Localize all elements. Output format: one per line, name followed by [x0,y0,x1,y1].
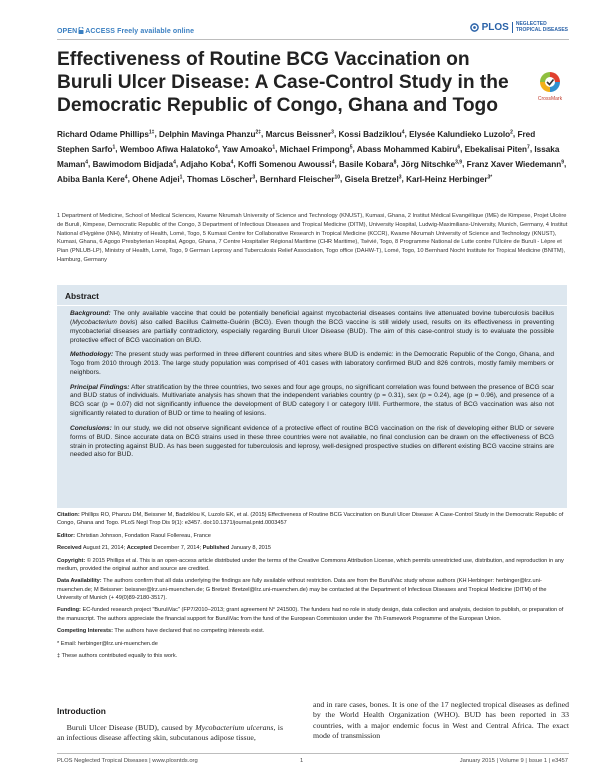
author-name: Ebekalisai Piten$^7$ [464,143,530,154]
crossmark-label: CrossMark [537,96,563,102]
page-number: 1 [300,758,304,764]
author-name: Jörg Nitschke$^{3,9}$ [400,158,463,169]
author-affiliation-mark: 4 [85,158,88,165]
author-affiliation-mark: 8 [393,158,397,165]
author-name: Koffi Somenou Awoussi$^4$ [237,158,335,169]
author-affiliation-mark: 6 [457,143,461,150]
abstract-background: Background: The only available vaccine that could be potentially beneficial against mycobacterial diseases contains live attenuated bovine tuberculosis bacillus (Mycobacterium bovis) also called Bacillus Calmette-Guérin (BCG). Even though the BCG vaccine is still widely used, results on its effectiveness in preventing mycobacterial diseases are partially contradictory, especially regarding Buruli Ulcer Disease (BUD). The aim of this case-control study is to evaluate the possible protective effect of BCG vaccination on BUD. [70,310,554,344]
author-list: Richard Odame Phillips$^{1\ddagger}$, Delphin Mavinga Phanzu$^{2\ddagger}$, Marcus Beissner$^3$, Kossi Badziklou$^4$, Elysée Kalundieko Luzolo$^2$, Fred Stephen Sarfo$^1$, Wemboo Afiwa Halatoko$^4$, Yaw Amoako$^1$, Michael Frimpong$^5$, Abass Mohammed Kabiru$^6$, Ebekalisai Piten$^7$, Issaka Maman$^4$, Bawimodom Bidjada$^4$, Adjaho Koba$^4$, Koffi Somenou Awoussi$^4$, Basile Kobara$^8$, Jörg Nitschke$^{3,9}$, Franz Xaver Wiedemann$^9$, Abiba Banla Kere$^4$, Ohene Adjei$^1$, Thomas Löscher$^3$, Bernhard Fleischer$^{10}$, Gisela Bretzel$^3$, Karl-Heinz Herbinger$^{3*}$ [57,129,567,184]
author-affiliation-mark: 3 [398,173,402,180]
affiliations: 1 Department of Medicine, School of Medical Sciences, Kwame Nkrumah University of Science and Technology (KNUST), Kumasi, Ghana, 2 Institut Médical Evangélique (IME) de Kimpese, Projet Ulcère de Buruli, Kimpese, Democratic Republic of the Congo, 3 Department of Infectious Diseases and Tropical Medicine (DITM), University Hospital, Ludwig-Maximilians-University, Munich, Germany, 4 Institut National d'Hygiène (INH), Ministry of Health, Lomé, Togo, 5 Kumasi Centre for Collaborative Research in Tropical Medicine (KCCR), Kwame Nkrumah University of Science and Technology (KNUST), Kumasi, Ghana, 6 Agogo Presbyterian Hospital, Agogo, Ghana, 7 Centre Hospitalier Régional Maritime (CHR Maritime), Tsévié, Togo, 8 Programme National de Lutte contre l'Ulcère de Buruli - Lèpre et Pian (PNLUB-LP), Ministry of Health, Lomé, Togo, 9 German Leprosy and Tuberculosis Relief Association, Togo office (DAHW-T), Lomé, Togo, 10 Bernhard Nocht Institute for Tropical Medicine (BNITM), Hamburg, Germany [57,213,568,263]
author-affiliation-mark: 3* [487,173,493,180]
open-lock-icon [78,27,84,34]
author-name: Abass Mohammed Kabiru$^6$ [356,143,461,154]
author-name: Basile Kobara$^8$ [339,158,397,169]
plos-wordmark: PLOS [481,22,509,33]
intro-column-2: and in rare cases, bones. It is one of the 17 neglected tropical diseases as defined by the World Health Organization (WHO). BUD has been reported in 33 countries, with a major endemic focus in West and Central Africa. The exact mode of transmission [313,700,569,740]
author-affiliation-mark: 4 [401,129,405,135]
footer-divider [57,753,569,754]
author-name: Ohene Adjei$^1$ [132,173,183,184]
abstract-body [70,310,554,466]
author-affiliation-mark: 3 [252,173,256,180]
author-name: Bawimodom Bidjada$^4$ [92,158,176,169]
editor: Editor: Christian Johnson, Fondation Raoul Follereau, France [57,532,211,539]
author-affiliation-mark: 5 [349,143,353,150]
footer-journal: PLOS Neglected Tropical Diseases | www.plosntds.org [57,758,198,764]
author-name: Yaw Amoako$^1$ [222,143,276,154]
author-name: Bernhard Fleischer$^{10}$ [259,173,341,184]
journal-logo [470,22,568,33]
author-name: Delphin Mavinga Phanzu$^{2\ddagger}$ [159,129,262,139]
author-name: Elysée Kalundieko Luzolo$^2$ [409,129,513,139]
dates: Received August 21, 2014; Accepted December 7, 2014; Published January 8, 2015 [57,545,272,552]
author-name: Franz Xaver Wiedemann$^9$ [466,158,565,169]
article-title: Effectiveness of Routine BCG Vaccination on Buruli Ulcer Disease: A Case-Control Study in the Democratic Republic of Congo, Ghana and Togo [57,49,509,116]
author-name: Michael Frimpong$^5$ [279,143,353,154]
freely-available-text: ACCESS Freely available online [85,28,195,35]
plos-logo-icon [470,23,479,32]
author-name: Thomas Löscher$^3$ [186,173,256,184]
header-divider [57,39,569,40]
abstract-methodology: Methodology: The present study was performed in three different countries and sites where BUD is endemic: in the Democratic Republic of the Congo, Ghana, and Togo from 2010 through 2013. The large study population was comprised of 401 cases with laboratory confirmed BUD and 826 controls, mostly family members or neighbors. [70,351,554,377]
author-name: Issaka Maman$^4$ [57,144,560,169]
author-affiliation-mark: 9 [561,158,565,165]
author-affiliation-mark: 3,9 [455,158,463,165]
author-name: Kossi Badziklou$^4$ [338,129,405,139]
data-availability: Data Availability: The authors confirm that all data underlying the findings are fully available without restriction. Data are from the BuruliVac study whose authors (KH Herbinger: herbinger@lrz.uni-muenchen.de; M Beissner: beissner@lrz.uni-muenchen.de; G Bretzel: Bretzel@lrz.uni-muenchen.de) may be contacted at the Department of Infectious Diseases and Tropical Medicine (DITM) of the University of Munich (+ 49(0)89-2180-3517). [57,578,547,601]
corresponding-email[interactable]: * Email: herbinger@lrz.uni-muenchen.de [57,640,158,647]
abstract-heading: Abstract [65,291,99,301]
author-affiliation-mark: 10 [334,173,341,180]
author-name: Wemboo Afiwa Halatoko$^4$ [119,143,218,154]
author-affiliation-mark: 3 [331,129,334,135]
intro-column-1: Buruli Ulcer Disease (BUD), caused by Mycobacterium ulcerans, is an infectious disease affecting skin, subcutanous adipose tissue, [57,723,283,743]
author-name: Karl-Heinz Herbinger$^{3*}$ [406,173,493,184]
author-affiliation-mark: 4 [331,158,335,165]
author-name: Marcus Beissner$^3$ [265,129,334,139]
crossmark-badge[interactable] [535,71,565,102]
footer-issue: January 2015 | Volume 9 | Issue 1 | e3457 [459,758,568,764]
author-affiliation-mark: 2 [510,129,513,135]
author-affiliation-mark: 1 [179,173,183,180]
abstract-findings: Principal Findings: After stratification by the three countries, two sexes and four age groups, no significant correlation was found between the presence of BCG scar and BUD status of individuals. Multivariate analysis has shown that the independent variables country (p = 0.31), sex (p = 0.24), age (p = 0.96), and presence of a BCG scar (p = 0.07) did not significantly influence the development of BUD category I or category II/III. Furthermore, the status of BCG vaccination was also not significantly related to duration of BUD or time to healing of lesions. [70,383,554,418]
author-name: Fred Stephen Sarfo$^1$ [57,129,536,154]
open-access-label [57,27,194,35]
competing-interests: Competing Interests: The authors have declared that no competing interests exist. [57,628,265,635]
funding: Funding: EC-funded research project "BuruliVac" (FP7/2010–2013; grant agreement N° 241500). The funders had no role in study design, data collection and analysis, decision to publish, or preparation of the manuscript. The authors appreciate the financial support for BuruliVac from the fund of the European Commission under the 7th Framework Programme of the European Union. [57,607,564,622]
article-metadata [57,511,569,665]
author-affiliation-mark: 4 [124,173,128,180]
abstract-conclusions: Conclusions: In our study, we did not observe significant evidence of a protective effect of routine BCG vaccination on the risk of developing either BUD or severe forms of BUD. Since accurate data on BCG strains used in these three countries were not available, no final conclusion can be drawn on the effectiveness of BCG strain in protecting against BUD. As has been suggested for tuberculosis and leprosy, well-designed prospective studies on different existing BCG vaccine strains are needed also for BUD. [70,424,554,459]
crossmark-icon [539,71,561,93]
author-affiliation-mark: 1 [112,143,116,150]
introduction-heading: Introduction [57,706,106,716]
author-affiliation-mark: 7 [527,143,530,150]
abstract-box [57,285,567,508]
author-affiliation-mark: 2‡ [255,129,262,135]
author-name: Abiba Banla Kere$^4$ [57,173,128,184]
author-name: Gisela Bretzel$^3$ [344,173,402,184]
abstract-divider [57,305,567,306]
author-affiliation-mark: 4 [173,158,176,165]
author-name: Richard Odame Phillips$^{1\ddagger}$ [57,129,155,139]
journal-name: NEGLECTED TROPICAL DISEASES [512,22,568,33]
author-affiliation-mark: 1 [272,143,276,150]
author-name: Adjaho Koba$^4$ [180,158,234,169]
citation: Citation: Phillips RO, Phanzu DM, Beissner M, Badziklou K, Luzolo EK, et al. (2015) Effectiveness of Routine BCG Vaccination on Buruli Ulcer Disease: A Case-Control Study in the Democratic Republic of Congo, Ghana and Togo. PLoS Negl Trop Dis 9(1): e3457. doi:10.1371/journal.pntd.0003457 [57,512,564,527]
author-affiliation-mark: 4 [214,143,218,150]
author-affiliation-mark: 4 [230,158,234,165]
open-access-text: OPEN [57,28,78,35]
equal-contribution-note: ‡ These authors contributed equally to this work. [57,653,178,660]
author-affiliation-mark: 1‡ [148,129,155,135]
copyright: Copyright: © 2015 Phillips et al. This is an open-access article distributed under the terms of the Creative Commons Attribution License, which permits unrestricted use, distribution, and reproduction in any medium, provided the original author and source are credited. [57,557,564,572]
